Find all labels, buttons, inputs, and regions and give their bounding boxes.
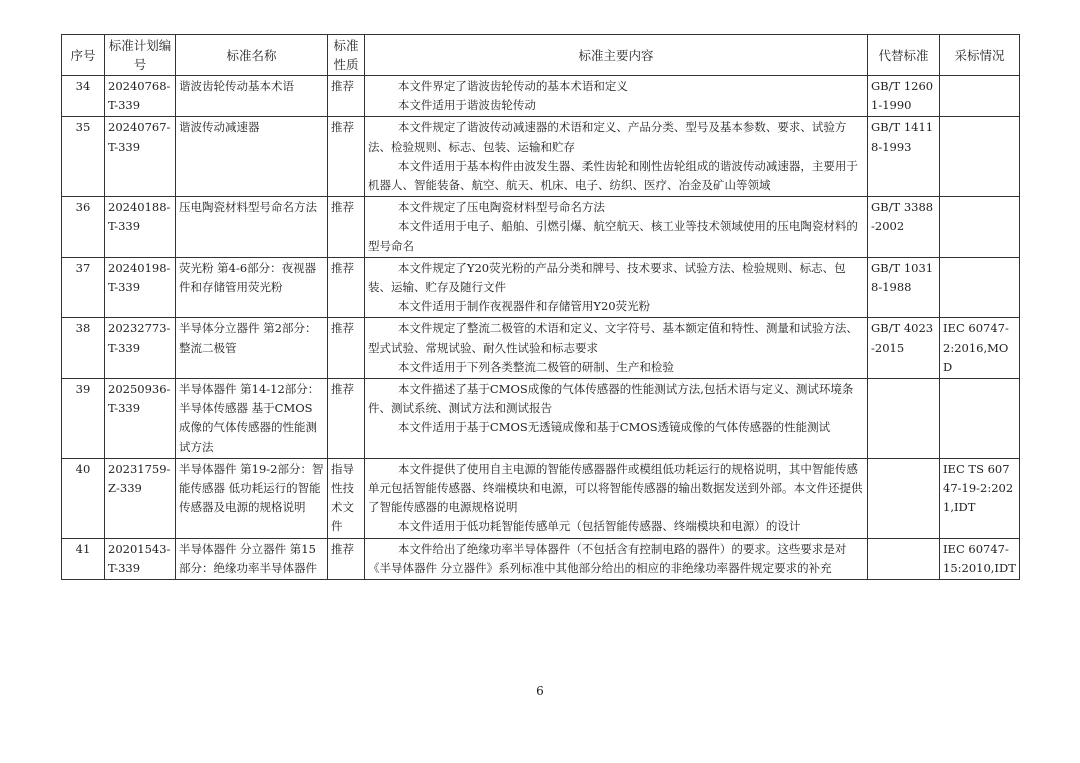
- header-name: 标准名称: [176, 35, 328, 76]
- cell-plan-number: 20240198-T-339: [105, 257, 176, 318]
- cell-plan-number: 20231759-Z-339: [105, 458, 176, 538]
- content-paragraph: 本文件适用于低功耗智能传感单元（包括智能传感器、终端模块和电源）的设计: [397, 519, 801, 534]
- cell-no: 37: [62, 257, 105, 318]
- cell-standard-name: 荧光粉 第4-6部分：夜视器件和存储管用荧光粉: [176, 257, 328, 318]
- content-paragraph: 本文件适用于基本构件由波发生器、柔性齿轮和刚性齿轮组成的谐波传动减速器，主要用于机器人、智能装备、航空、航天、机床、电子、纺织、医疗、冶金及矿山等领域: [368, 158, 858, 193]
- cell-adoption: [940, 197, 1020, 258]
- content-paragraph: 本文件适用于制作夜视器件和存储管用Y20荧光粉: [397, 299, 651, 314]
- cell-standard-property: 推荐: [328, 76, 365, 117]
- cell-main-content: [365, 76, 868, 117]
- cell-replaced-standard: GB/T 12601-1990: [868, 76, 940, 117]
- cell-standard-property: 推荐: [328, 117, 365, 197]
- cell-main-content: [365, 318, 868, 379]
- header-prop: 标准性质: [328, 35, 365, 76]
- content-paragraph: 本文件规定了Y20荧光粉的产品分类和牌号、技术要求、试验方法、检验规则、标志、包装、运输、贮存及随行文件: [368, 260, 846, 295]
- content-paragraph: 本文件提供了使用自主电源的智能传感器器件或模组低功耗运行的规格说明，其中智能传感单元包括智能传感器、终端模块和电源，可以将智能传感器的输出数据发送到外部。本文件还提供了智能传感器的电源规格说明: [368, 461, 863, 515]
- cell-plan-number: 20240768-T-339: [105, 76, 176, 117]
- cell-plan-number: 20250936-T-339: [105, 379, 176, 459]
- cell-adoption: [940, 76, 1020, 117]
- cell-standard-name: 半导体分立器件 第2部分：整流二极管: [176, 318, 328, 379]
- cell-adoption: IEC 60747-2:2016,MOD: [940, 318, 1020, 379]
- content-paragraph: 本文件界定了谐波齿轮传动的基本术语和定义: [397, 79, 628, 93]
- cell-standard-name: 谐波齿轮传动基本术语: [176, 76, 328, 117]
- content-paragraph: 本文件给出了绝缘功率半导体器件（不包括含有控制电路的器件）的要求。这些要求是对《半导体器件 分立器件》系列标准中其他部分给出的相应的非绝缘功率器件规定要求的补充: [368, 541, 847, 575]
- cell-plan-number: 20240188-T-339: [105, 197, 176, 258]
- cell-replaced-standard: [868, 379, 940, 459]
- cell-replaced-standard: GB/T 14118-1993: [868, 117, 940, 197]
- cell-standard-property: 指导性技术文件: [328, 458, 365, 538]
- cell-plan-number: 20201543-T-339: [105, 538, 176, 579]
- content-paragraph: 本文件适用于下列各类整流二极管的研制、生产和检验: [397, 359, 674, 374]
- cell-no: 34: [62, 76, 105, 117]
- cell-replaced-standard: [868, 538, 940, 579]
- cell-no: 36: [62, 197, 105, 258]
- content-paragraph: 本文件适用于基于CMOS无透镜成像和基于CMOS透镜成像的气体传感器的性能测试: [397, 420, 831, 435]
- table-row: [62, 257, 1020, 318]
- cell-no: 41: [62, 538, 105, 579]
- table-row: [62, 379, 1020, 459]
- cell-plan-number: 20240767-T-339: [105, 117, 176, 197]
- cell-adoption: IEC TS 60747-19-2:2021,IDT: [940, 458, 1020, 538]
- cell-standard-property: 推荐: [328, 257, 365, 318]
- cell-standard-name: 压电陶瓷材料型号命名方法: [176, 197, 328, 258]
- cell-standard-property: 推荐: [328, 538, 365, 579]
- cell-standard-property: 推荐: [328, 318, 365, 379]
- cell-standard-name: 半导体器件 第19-2部分：智能传感器 低功耗运行的智能传感器及电源的规格说明: [176, 458, 328, 538]
- cell-replaced-standard: GB/T 10318-1988: [868, 257, 940, 318]
- table-row: [62, 197, 1020, 258]
- cell-replaced-standard: GB/T 4023-2015: [868, 318, 940, 379]
- cell-replaced-standard: GB/T 3388-2002: [868, 197, 940, 258]
- cell-main-content: [365, 458, 868, 538]
- cell-adoption: [940, 117, 1020, 197]
- content-paragraph: 本文件适用于电子、船舶、引燃引爆、航空航天、核工业等技术领域使用的压电陶瓷材料的型号命名: [368, 219, 858, 253]
- content-paragraph: 本文件适用于谐波齿轮传动: [397, 98, 536, 113]
- cell-main-content: [365, 379, 868, 459]
- content-paragraph: 本文件规定了整流二极管的术语和定义、文字符号、基本额定值和特性、测量和试验方法、型式试验、常规试验、耐久性试验和标志要求: [368, 321, 858, 355]
- header-content: 标准主要内容: [365, 35, 868, 76]
- cell-main-content: [365, 197, 868, 258]
- cell-no: 39: [62, 379, 105, 459]
- table-row: [62, 538, 1020, 579]
- table-row: [62, 117, 1020, 197]
- cell-plan-number: 20232773-T-339: [105, 318, 176, 379]
- table-row: [62, 76, 1020, 117]
- cell-adoption: IEC 60747-15:2010,IDT: [940, 538, 1020, 579]
- cell-adoption: [940, 257, 1020, 318]
- table-row: [62, 318, 1020, 379]
- cell-no: 35: [62, 117, 105, 197]
- cell-main-content: [365, 117, 868, 197]
- content-paragraph: 本文件描述了基于CMOS成像的气体传感器的性能测试方法,包括术语与定义、测试环境条件、测试系统、测试方法和测试报告: [368, 382, 854, 416]
- content-paragraph: 本文件规定了压电陶瓷材料型号命名方法: [397, 200, 605, 215]
- cell-standard-name: 半导体器件 第14-12部分：半导体传感器 基于CMOS成像的气体传感器的性能测试方法: [176, 379, 328, 459]
- table-header-row: [62, 35, 1020, 76]
- cell-replaced-standard: [868, 458, 940, 538]
- table-row: [62, 458, 1020, 538]
- cell-no: 38: [62, 318, 105, 379]
- header-adopt: 采标情况: [940, 35, 1020, 76]
- cell-standard-property: 推荐: [328, 379, 365, 459]
- cell-standard-property: 推荐: [328, 197, 365, 258]
- header-no: 序号: [62, 35, 105, 76]
- header-replace: 代替标准: [868, 35, 940, 76]
- cell-adoption: [940, 379, 1020, 459]
- content-paragraph: 本文件规定了谐波传动减速器的术语和定义、产品分类、型号及基本参数、要求、试验方法、检验规则、标志、包装、运输和贮存: [368, 120, 847, 154]
- header-plan: 标准计划编号: [105, 35, 176, 76]
- cell-standard-name: 谐波传动减速器: [176, 117, 328, 197]
- cell-standard-name: 半导体器件 分立器件 第15部分：绝缘功率半导体器件: [176, 538, 328, 579]
- cell-main-content: [365, 538, 868, 579]
- page-number: 6: [536, 684, 544, 698]
- cell-no: 40: [62, 458, 105, 538]
- cell-main-content: [365, 257, 868, 318]
- standards-table: [61, 34, 1020, 580]
